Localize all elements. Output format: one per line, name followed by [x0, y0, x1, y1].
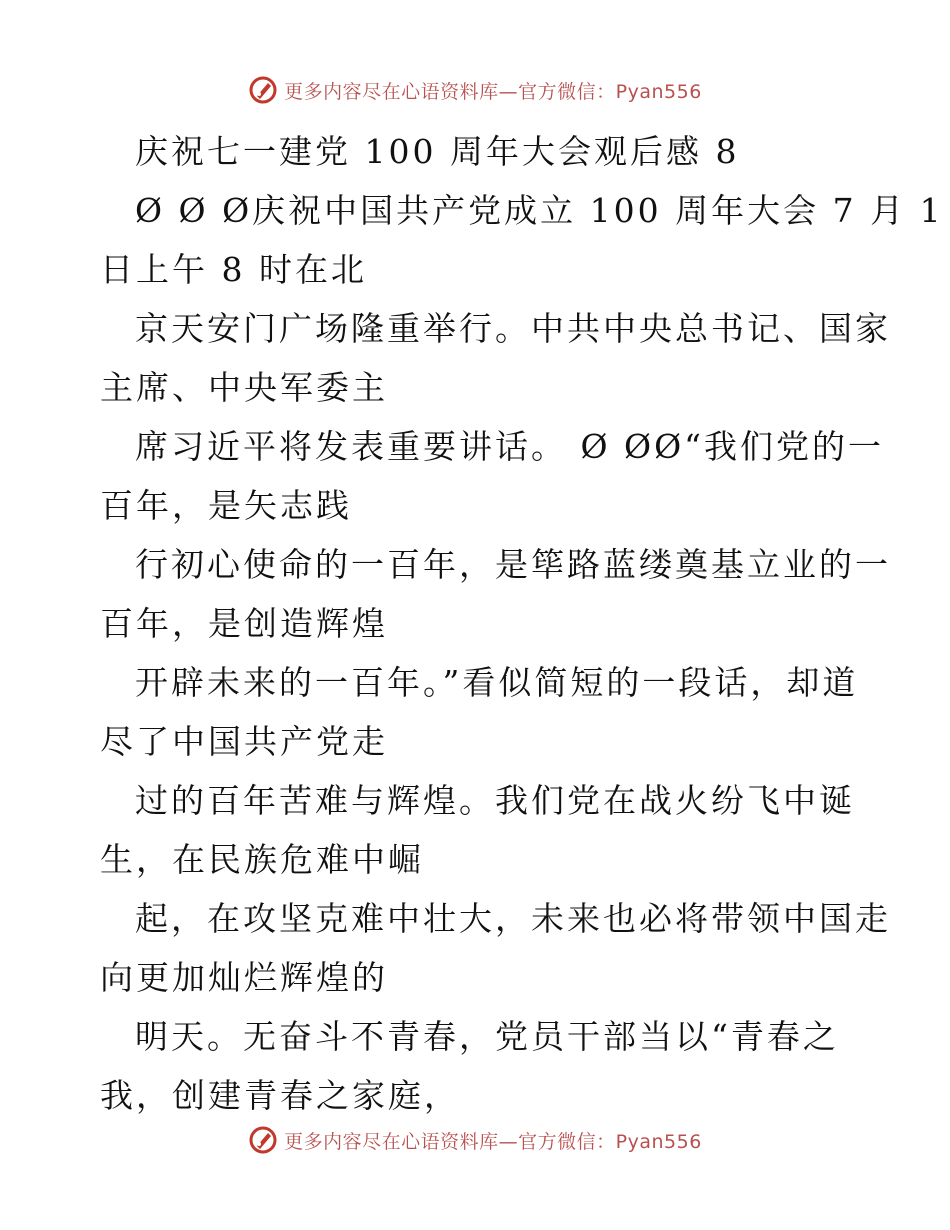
doc-line: 尽了中国共产党走 [100, 722, 388, 761]
doc-line: 庆祝七一建党 100 周年大会观后感 8 [135, 132, 740, 171]
doc-line: 向更加灿烂辉煌的 [100, 958, 388, 997]
doc-line: 生，在民族危难中崛 [100, 840, 424, 879]
doc-line: Ø Ø Ø庆祝中国共产党成立 100 周年大会 7 月 1 [135, 191, 944, 230]
header-banner-text: 更多内容尽在心语资料库—官方微信：Pyan556 [284, 80, 702, 103]
doc-line: 我，创建青春之家庭， [100, 1076, 460, 1115]
doc-line: 过的百年苦难与辉煌。我们党在战火纷飞中诞 [135, 781, 855, 820]
doc-line: 开辟未来的一百年。”看似简短的一段话，却道 [135, 663, 859, 702]
doc-line: 百年，是创造辉煌 [100, 604, 388, 643]
red-pen-seal-icon [248, 1125, 278, 1155]
doc-line: 行初心使命的一百年，是筚路蓝缕奠基立业的一 [135, 545, 891, 584]
doc-line: 明天。无奋斗不青春，党员干部当以“青春之 [135, 1017, 839, 1056]
header-banner [0, 70, 950, 110]
doc-line: 百年，是矢志践 [100, 486, 352, 525]
doc-line: 主席、中央军委主 [100, 368, 388, 407]
red-pen-seal-icon [248, 75, 278, 105]
footer-banner [0, 1120, 950, 1160]
doc-line: 起，在攻坚克难中壮大，未来也必将带领中国走 [135, 899, 891, 938]
doc-line: 日上午 8 时在北 [100, 250, 367, 289]
footer-banner-text: 更多内容尽在心语资料库—官方微信：Pyan556 [284, 1130, 702, 1153]
document-body [100, 122, 944, 1125]
doc-line: 席习近平将发表重要讲话。 Ø ØØ“我们党的一 [135, 427, 885, 466]
doc-line: 京天安门广场隆重举行。中共中央总书记、国家 [135, 309, 891, 348]
